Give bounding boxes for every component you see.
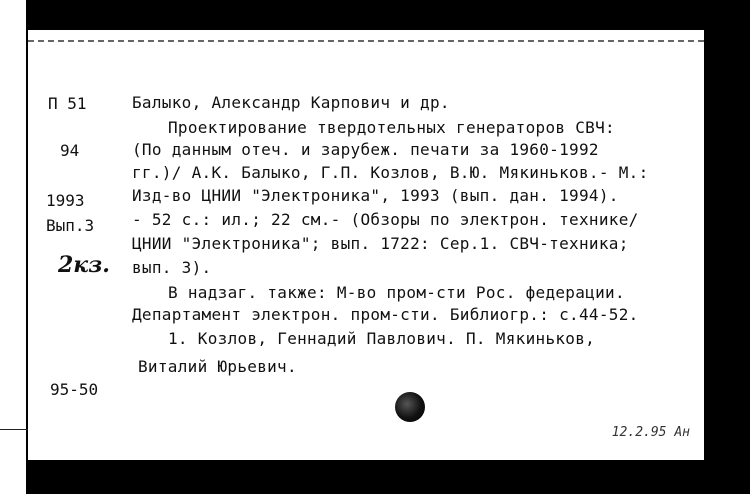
scan-margin [30,460,704,494]
call-number-year: 1993 [46,191,85,210]
note-line: В надзаг. также: М-во пром-сти Рос. федерации. [168,283,625,302]
call-number-issue: Вып.3 [46,216,95,235]
body-line: вып. 3). [132,258,212,277]
body-line: ЦНИИ "Электроника"; вып. 1722: Сер.1. СВЧ-техника; [132,234,629,253]
tracing-line: 1. Козлов, Геннадий Павлович. П. Мякиньков, [168,329,596,348]
call-number-class: П 51 [48,94,87,113]
card-top-border [28,40,704,42]
body-line: Изд-во ЦНИИ "Электроника", 1993 (вып. дан. 1994). [132,186,619,205]
author-heading: Балыко, Александр Карпович и др. [132,93,450,112]
ink-stamp [395,392,425,422]
card-edge [0,0,26,494]
body-line: гг.)/ А.К. Балыко, Г.П. Козлов, В.Ю. Мякиньков.- М.: [132,163,649,182]
tracing-line: Виталий Юрьевич. [138,357,297,376]
title-line: Проектирование твердотельных генераторов СВЧ: [168,118,615,137]
call-number-shelf: 94 [60,141,80,160]
body-line: - 52 с.: ил.; 22 см.- (Обзоры по электрон. технике/ [132,210,639,229]
call-number-bottom: 95-50 [50,380,99,399]
note-line: Департамент электрон. пром-сти. Библиогр.: с.44-52. [132,305,639,324]
stamp-date: 12.2.95 Ан [611,425,690,440]
body-line: (По данным отеч. и зарубеж. печати за 1960-1992 [132,140,599,159]
catalog-card [28,30,704,460]
handwritten-note: 2кз. [58,252,110,278]
divider [0,429,30,430]
